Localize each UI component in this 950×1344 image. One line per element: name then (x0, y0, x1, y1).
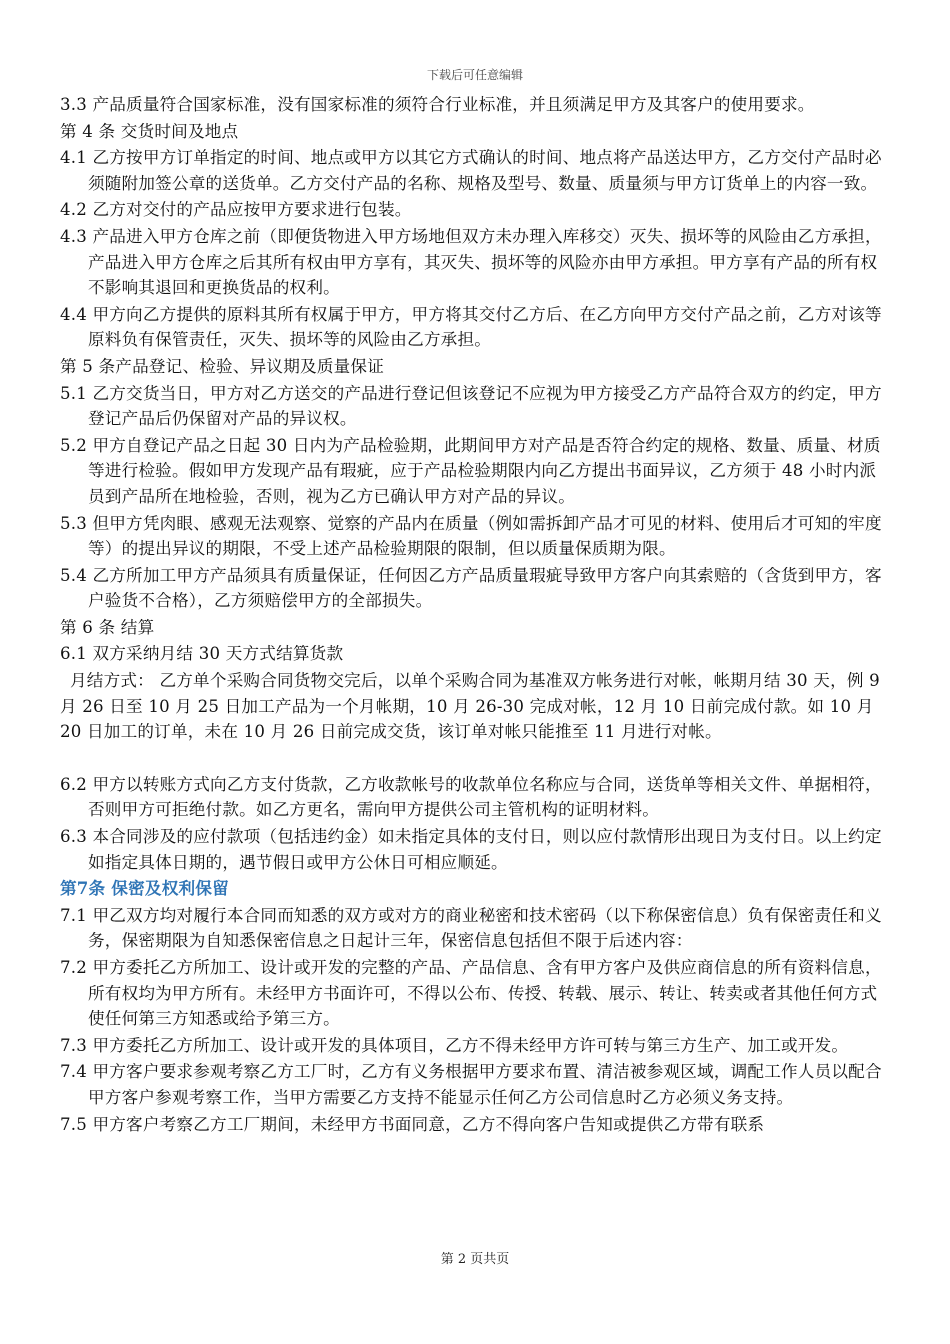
clause-item: 4.1 乙方按甲方订单指定的时间、地点或甲方以其它方式确认的时间、地点将产品送达甲方，乙方交付产品时必须随附加签公章的送货单。乙方交付产品的名称、规格及型号、数量、质量须与甲方订货单上的内容一致。 (60, 148, 882, 193)
clause-item: 7.5 甲方客户考察乙方工厂期间，未经甲方书面同意，乙方不得向客户告知或提供乙方带有联系 (60, 1114, 765, 1134)
page-footer: 第 2 页共页 (440, 1252, 510, 1267)
document-body (60, 92, 886, 1138)
clause-item: 6.2 甲方以转账方式向乙方支付货款，乙方收款帐号的收款单位名称应与合同，送货单等相关文件、单据相符，否则甲方可拒绝付款。如乙方更名，需向甲方提供公司主管机构的证明材料。 (60, 774, 882, 820)
clause-item: 4.4 甲方向乙方提供的原料其所有权属于甲方，甲方将其交付乙方后、在乙方向甲方交付产品之前，乙方对该等原料负有保管责任，灭失、损坏等的风险由乙方承担。 (60, 304, 882, 350)
clause-item: 6.3 本合同涉及的应付款项（包括违约金）如未指定具体的支付日，则以应付款情形出现日为支付日。以上约定如指定具体日期的，遇节假日或甲方公休日可相应顺延。 (60, 827, 882, 872)
clause-item: 5.2 甲方自登记产品之日起 30 日内为产品检验期，此期间甲方对产品是否符合约定的规格、数量、质量、材质等进行检验。假如甲方发现产品有瑕疵，应于产品检验期限内向乙方提出书面异议，乙方须于 48 小时内派员到产品所在地检验，否则，视为乙方已确认甲方对产品的异议。 (60, 435, 881, 506)
clause-item: 7.4 甲方客户要求参观考察乙方工厂时，乙方有义务根据甲方要求布置、清洁被参观区域，调配工作人员以配合甲方客户参观考察工作，当甲方需要乙方支持不能显示任何乙方公司信息时乙方必须义务支持。 (60, 1062, 882, 1107)
clause-item: 7.3 甲方委托乙方所加工、设计或开发的具体项目，乙方不得未经甲方许可转与第三方生产、加工或开发。 (60, 1035, 849, 1055)
clause-item: 4.3 产品进入甲方仓库之前（即便货物进入甲方场地但双方未办理入库移交）灭失、损坏等的风险由乙方承担，产品进入甲方仓库之后其所有权由甲方享有，其灭失、损坏等的风险亦由甲方承担。甲方享有产品的所有权不影响其退回和更换货品的权利。 (60, 226, 882, 298)
section-heading: 6.1 双方采纳月结 30 天方式结算货款 (60, 644, 344, 664)
spacer (60, 746, 886, 772)
section-heading: 第 4 条 交货时间及地点 (60, 121, 239, 141)
clause-item: 7.2 甲方委托乙方所加工、设计或开发的完整的产品、产品信息、含有甲方客户及供应商信息的所有资料信息，所有权均为甲方所有。未经甲方书面许可，不得以公布、传授、转载、展示、转让、转卖或者其他任何方式使任何第三方知悉或给予第三方。 (60, 958, 882, 1029)
clause-item: 5.3 但甲方凭肉眼、感观无法观察、觉察的产品内在质量（例如需拆卸产品才可见的材料、使用后才可知的牢度等）的提出异议的期限，不受上述产品检验期限的限制，但以质量保质期为限。 (60, 513, 882, 559)
section-heading: 第7条 保密及权利保留 (60, 878, 229, 899)
clause-item: 5.4 乙方所加工甲方产品须具有质量保证，任何因乙方产品质量瑕疵导致甲方客户向其索赔的（含货到甲方，客户验货不合格），乙方须赔偿甲方的全部损失。 (60, 565, 882, 611)
section-heading: 第 5 条产品登记、检验、异议期及质量保证 (60, 356, 384, 376)
section-heading: 第 6 条 结算 (60, 617, 155, 637)
page-header: 下载后可任意编辑 (426, 68, 523, 82)
clause-item: 3.3 产品质量符合国家标准，没有国家标准的须符合行业标准，并且须满足甲方及其客户的使用要求。 (60, 95, 815, 114)
clause-item: 5.1 乙方交货当日，甲方对乙方送交的产品进行登记但该登记不应视为甲方接受乙方产品符合双方的约定，甲方登记产品后仍保留对产品的异议权。 (60, 383, 882, 429)
clause-item: 7.1 甲乙双方均对履行本合同而知悉的双方或对方的商业秘密和技术密码（以下称保密信息）负有保密责任和义务，保密期限为自知悉保密信息之日起计三年，保密信息包括但不限于后述内容： (60, 905, 882, 951)
body-paragraph: 月结方式： 乙方单个采购合同货物交完后，以单个采购合同为基准双方帐务进行对帐，帐期月结 30 天，例 9 月 26 日至 10 月 25 日加工产品为一个月帐期，10 月 26-30 完成对帐，12 月 10 日前完成付款。如 10 月 20 日加工的订单，未在 10 月 26 日前完成交货，该订单对帐只能推至 11 月进行对帐。 (60, 671, 880, 742)
clause-item: 4.2 乙方对交付的产品应按甲方要求进行包装。 (60, 200, 412, 220)
